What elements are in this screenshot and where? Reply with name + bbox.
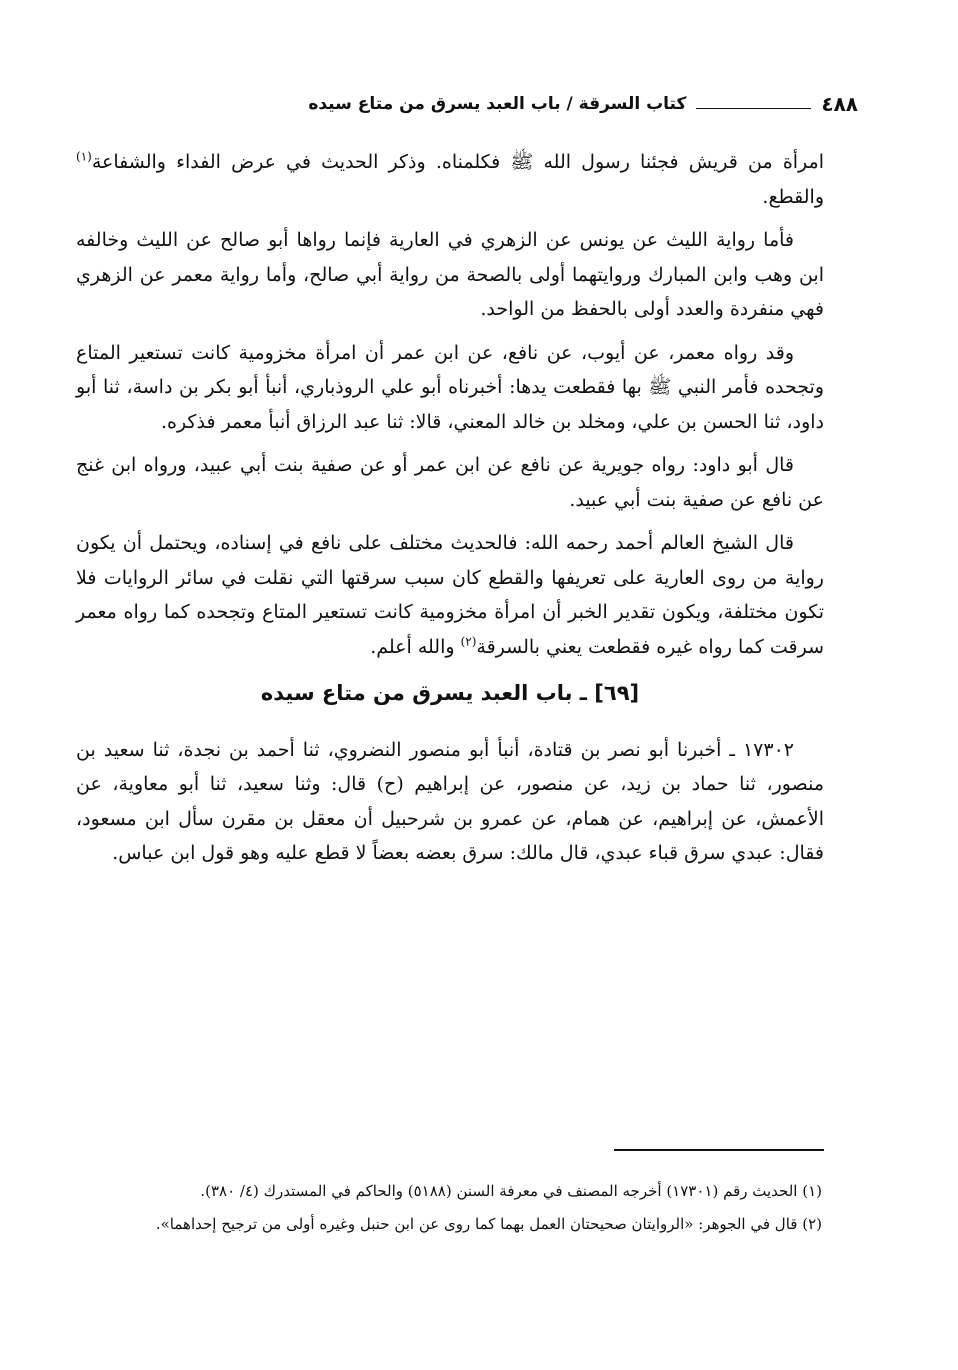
main-text [76, 145, 824, 880]
running-title: كتاب السرقة / باب العبد يسرق من متاع سيده [308, 94, 687, 114]
footnote-ref: (١) [76, 149, 92, 164]
footnote-separator [614, 1149, 824, 1151]
paragraph: وقد رواه معمر، عن أيوب، عن نافع، عن ابن عمر أن امرأة مخزومية كانت تستعير المتاع وتجحده فأمر النبي ﷺ بها فقطعت يدها: أخبرناه أبو علي الروذباري، أنبأ أبو بكر بن داسة، ثنا أبو داود، ثنا الحسن بن علي، ومخلد بن خالد المعني، قالا: ثنا عبد الرزاق أنبأ معمر فذكره. [76, 341, 824, 433]
chapter-heading: [٦٩] ـ باب العبد يسرق من متاع سيده [260, 681, 640, 705]
footnotes [78, 1178, 822, 1244]
paragraph: فأما رواية الليث عن يونس عن الزهري في العارية فإنما رواها أبو صالح عن الليث وخالفه ابن وهب وابن المبارك وروايتهما أولى بالصحة من رواية أبي صالح، وأما رواية معمر عن الزهري فهي منفردة والعدد أولى بالحفظ من الواحد. [76, 229, 824, 320]
page-number: ٤٨٨ [821, 92, 858, 116]
paragraph [76, 526, 824, 664]
footnote-ref: (٢) [460, 634, 477, 649]
header-rule [696, 108, 811, 109]
paragraph-text: والله أعلم. [370, 635, 461, 658]
footnote: (٢) قال في الجوهر: «الروايتان صحيحتان العمل بهما كما روى عن ابن حنبل وغيره أولى من ترجيح إحداهما». [155, 1215, 822, 1233]
paragraph-text: والقطع. [762, 185, 824, 208]
paragraph: قال أبو داود: رواه جويرية عن نافع عن ابن عمر أو عن صفية بنت أبي عبيد، ورواه ابن غنج عن نافع عن صفية بنت أبي عبيد. [76, 454, 824, 511]
paragraph-text: قال الشيخ العالم أحمد رحمه الله: فالحديث مختلف على نافع في إسناده، ويحتمل أن يكون رواية من روى العارية على تعريفها والقطع كان سبب سرقتها التي نقلت في سائر الروايات فلا تكون مختلفة، ويكون تقدير الخبر أن امرأة مخزومية كانت تستعير المتاع وتجحده كما رواه معمر سرقت كما رواه غيره فقطعت يعني بالسرقة [76, 532, 824, 658]
footnote: (١) الحديث رقم (١٧٣٠١) أخرجه المصنف في معرفة السنن (٥١٨٨) والحاكم في المستدرك (٤/ ٣٨٠). [200, 1182, 822, 1200]
hadith-paragraph: ١٧٣٠٢ ـ أخبرنا أبو نصر بن قتادة، أنبأ أبو منصور النضروي، ثنا أحمد بن نجدة، ثنا سعيد بن منصور، ثنا حماد بن زيد، عن منصور، عن إبراهيم (ح) قال: وثنا سعيد، ثنا أبو معاوية، عن الأعمش، عن إبراهيم، عن همام، عن عمرو بن شرحبيل أن معقل بن مقرن سأل ابن مسعود، فقال: عبدي سرق قباء عبدي، قال مالك: سرق بعضه بعضاً لا قطع عليه وهو قول ابن عباس. [76, 738, 824, 864]
paragraph-continuation [76, 145, 824, 214]
paragraph-text: امرأة من قريش فجئنا رسول الله ﷺ فكلمناه. وذكر الحديث في عرض الفداء والشفاعة [91, 151, 824, 173]
page-header [80, 92, 858, 116]
